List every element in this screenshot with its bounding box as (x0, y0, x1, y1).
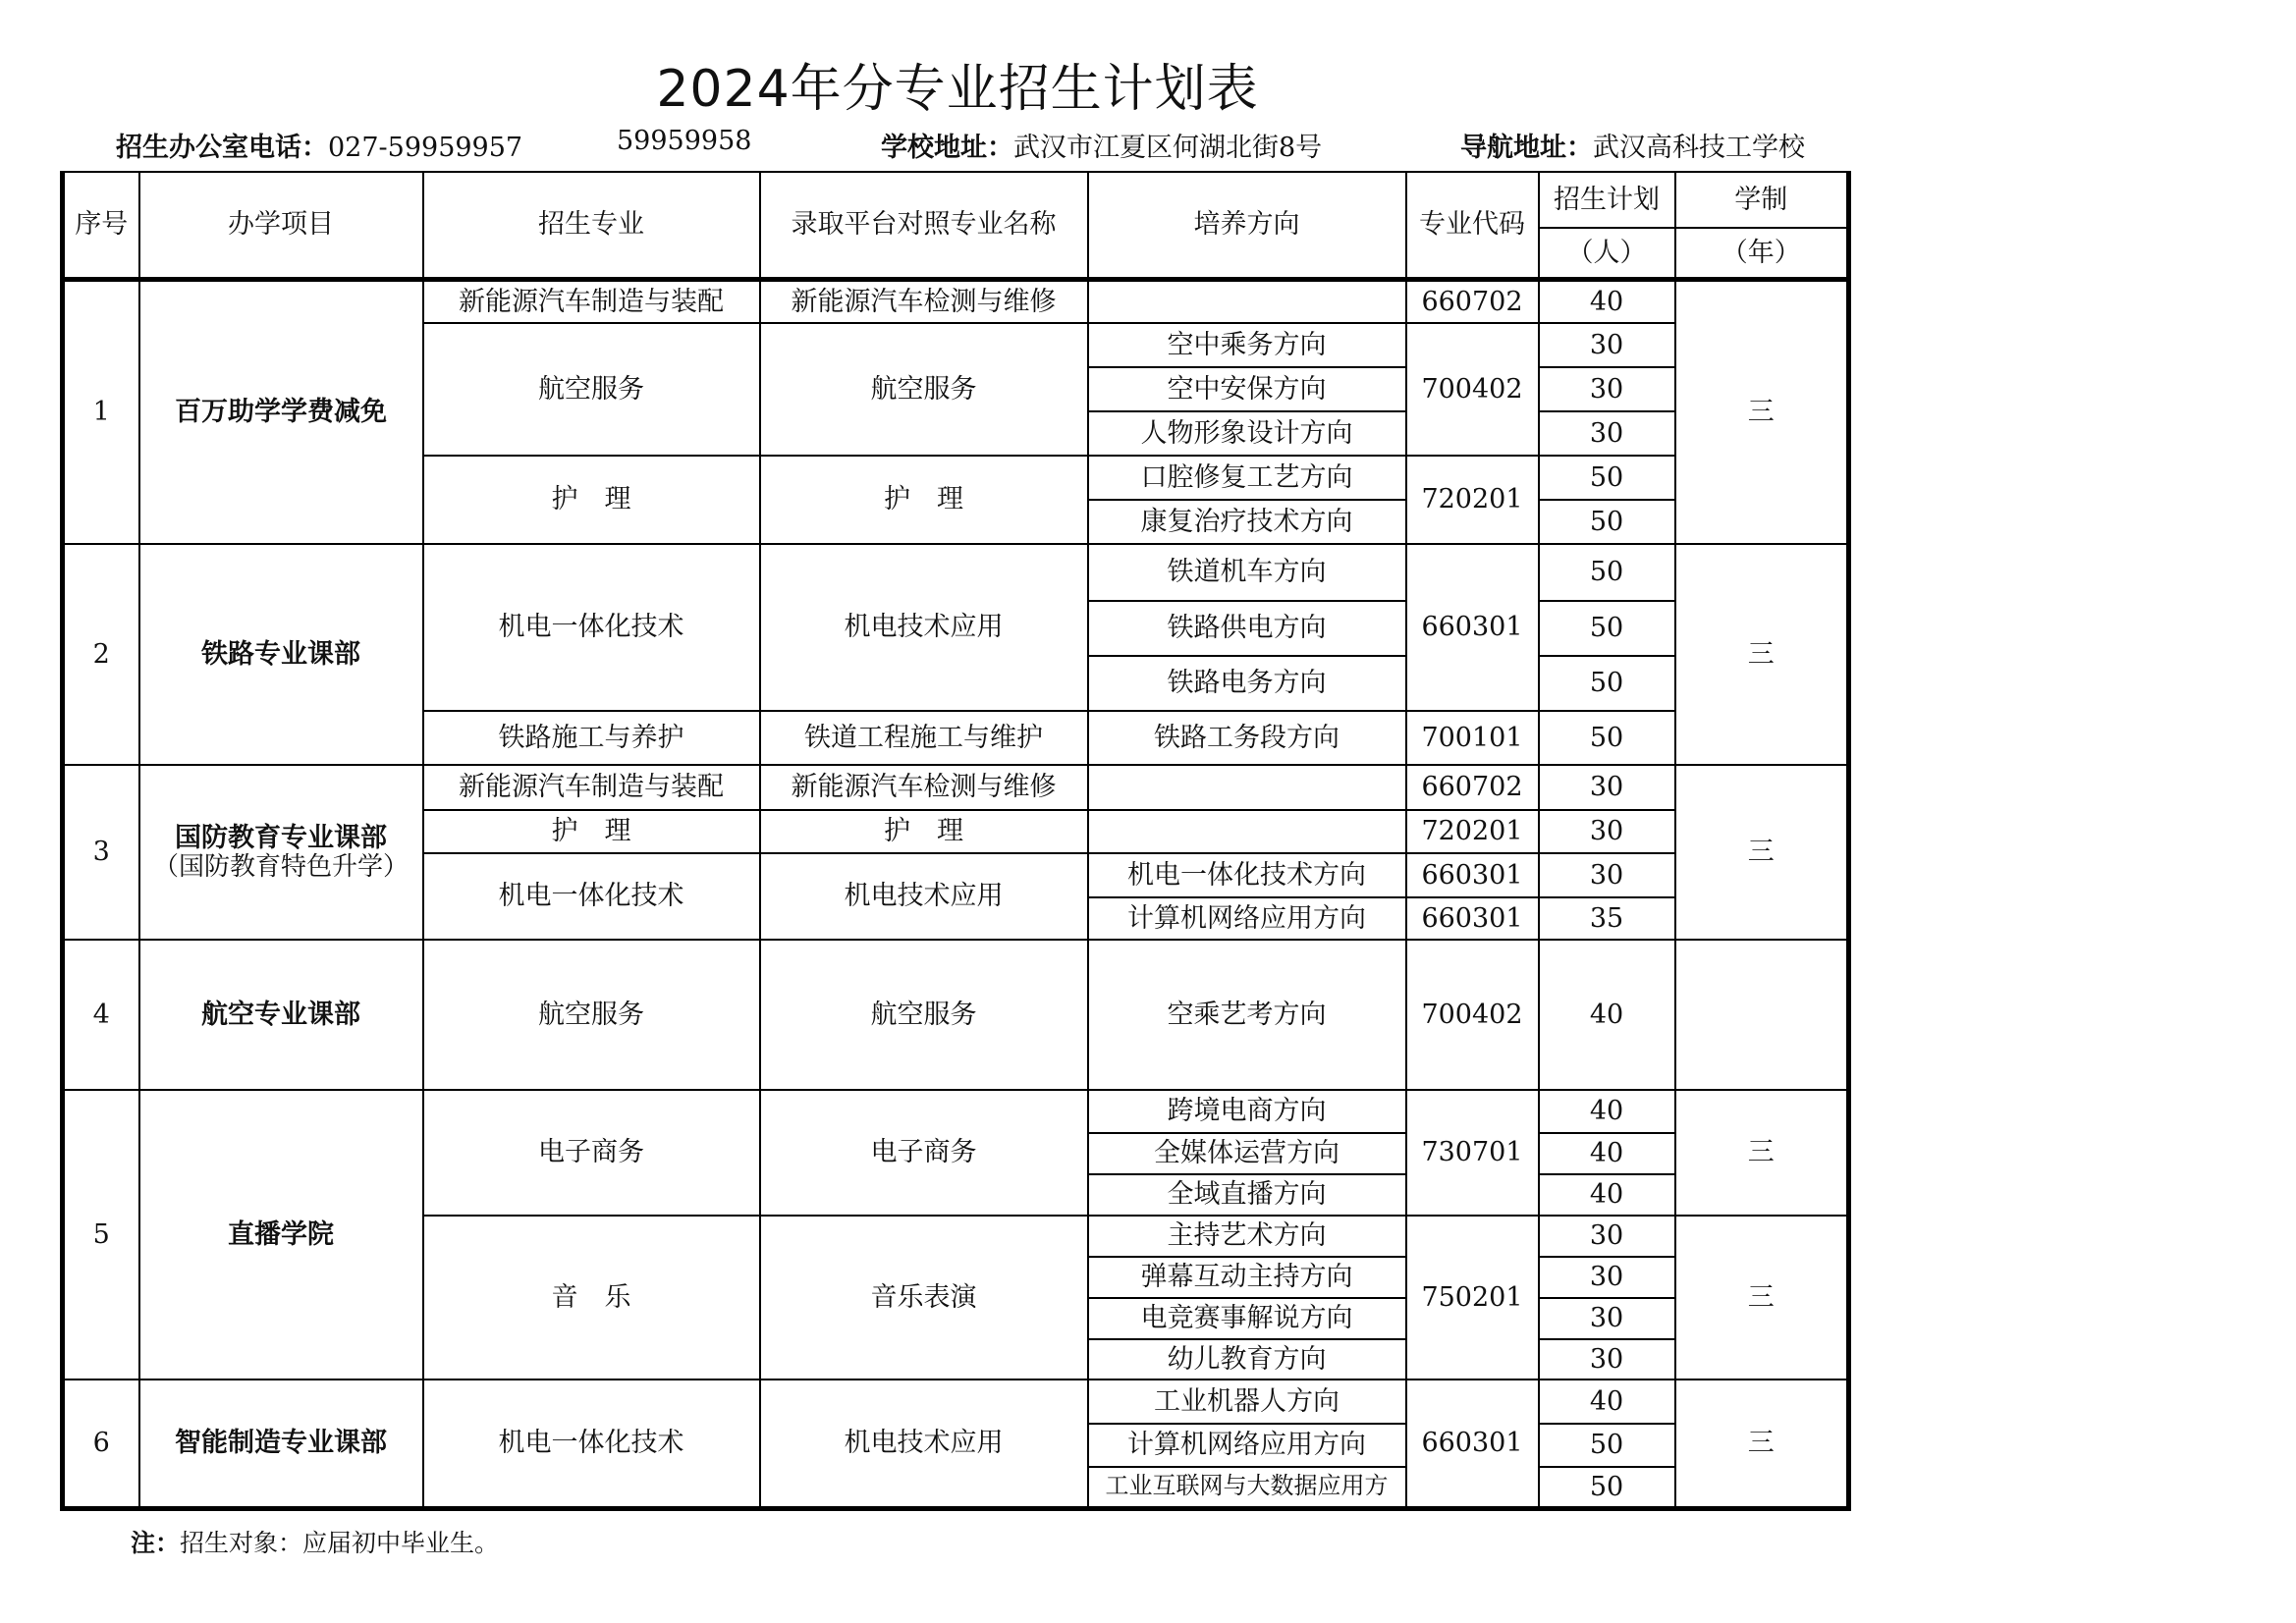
code-cell: 660702 (1406, 765, 1539, 810)
plan-cell: 50 (1539, 456, 1675, 500)
direction-cell: 跨境电商方向 (1088, 1090, 1406, 1133)
direction-cell: 口腔修复工艺方向 (1088, 456, 1406, 500)
major-cell: 航空服务 (423, 940, 760, 1090)
plan-cell: 40 (1539, 279, 1675, 323)
platform-cell: 护 理 (760, 456, 1088, 544)
plan-cell: 50 (1539, 601, 1675, 656)
plan-cell: 30 (1539, 810, 1675, 853)
header-code: 专业代码 (1406, 172, 1539, 279)
plan-cell: 50 (1539, 656, 1675, 711)
major-cell: 新能源汽车制造与装配 (423, 279, 760, 323)
code-cell: 720201 (1406, 810, 1539, 853)
footnote (131, 1524, 499, 1559)
direction-cell: 弹幕互动主持方向 (1088, 1257, 1406, 1298)
major-cell: 新能源汽车制造与装配 (423, 765, 760, 810)
header-project: 办学项目 (139, 172, 423, 279)
project-title: 国防教育专业课部 (175, 822, 387, 853)
platform-cell: 音乐表演 (760, 1216, 1088, 1380)
nav-label: 导航地址： (1460, 133, 1593, 163)
code-cell: 660301 (1406, 544, 1539, 711)
platform-cell: 机电技术应用 (760, 1380, 1088, 1508)
nav-text: 武汉高科技工学校 (1593, 133, 1805, 163)
years-cell: 三 (1675, 765, 1849, 940)
platform-cell: 新能源汽车检测与维修 (760, 765, 1088, 810)
years-cell (1675, 940, 1849, 1090)
seq-cell: 1 (63, 279, 139, 544)
platform-cell: 护 理 (760, 810, 1088, 853)
years-cell: 三 (1675, 1216, 1849, 1380)
plan-cell: 40 (1539, 1174, 1675, 1216)
plan-cell: 30 (1539, 411, 1675, 456)
plan-cell: 30 (1539, 1257, 1675, 1298)
plan-cell: 50 (1539, 1424, 1675, 1467)
plan-cell: 50 (1539, 500, 1675, 544)
platform-cell: 航空服务 (760, 940, 1088, 1090)
header-row-1 (63, 172, 1849, 228)
header-major: 招生专业 (423, 172, 760, 279)
phone-info (116, 126, 522, 164)
major-cell: 航空服务 (423, 323, 760, 456)
header-seq: 序号 (63, 172, 139, 279)
plan-cell: 30 (1539, 765, 1675, 810)
code-cell: 660301 (1406, 1380, 1539, 1508)
plan-cell: 50 (1539, 1467, 1675, 1508)
plan-cell: 30 (1539, 1339, 1675, 1380)
seq-cell: 3 (63, 765, 139, 940)
years-cell: 三 (1675, 1380, 1849, 1508)
direction-cell: 主持艺术方向 (1088, 1216, 1406, 1257)
code-cell: 660702 (1406, 279, 1539, 323)
header-years: 学制 (1675, 172, 1849, 228)
plan-cell: 30 (1539, 367, 1675, 411)
direction-cell: 铁路供电方向 (1088, 601, 1406, 656)
header-direction: 培养方向 (1088, 172, 1406, 279)
direction-cell: 全域直播方向 (1088, 1174, 1406, 1216)
project-cell (139, 765, 423, 940)
direction-cell: 工业机器人方向 (1088, 1380, 1406, 1424)
seq-cell: 5 (63, 1090, 139, 1380)
years-cell: 三 (1675, 279, 1849, 544)
major-cell: 铁路施工与养护 (423, 711, 760, 765)
direction-cell: 空乘艺考方向 (1088, 940, 1406, 1090)
direction-cell: 空中乘务方向 (1088, 323, 1406, 367)
enrollment-plan-table (60, 171, 1851, 1511)
phone-label: 招生办公室电话： (116, 133, 328, 163)
platform-cell: 机电技术应用 (760, 853, 1088, 940)
plan-cell: 40 (1539, 1380, 1675, 1424)
plan-cell: 35 (1539, 897, 1675, 940)
seq-cell: 2 (63, 544, 139, 765)
direction-cell: 计算机网络应用方向 (1088, 897, 1406, 940)
years-cell: 三 (1675, 544, 1849, 765)
seq-cell: 4 (63, 940, 139, 1090)
direction-cell: 机电一体化技术方向 (1088, 853, 1406, 897)
major-cell: 机电一体化技术 (423, 544, 760, 711)
header-platform: 录取平台对照专业名称 (760, 172, 1088, 279)
code-cell: 700402 (1406, 323, 1539, 456)
direction-cell (1088, 765, 1406, 810)
phone-number-2: 59959958 (617, 126, 752, 156)
plan-cell: 40 (1539, 1090, 1675, 1133)
platform-cell: 铁道工程施工与维护 (760, 711, 1088, 765)
direction-cell: 铁路电务方向 (1088, 656, 1406, 711)
direction-cell: 工业互联网与大数据应用方 (1088, 1467, 1406, 1508)
platform-cell: 机电技术应用 (760, 544, 1088, 711)
plan-cell: 50 (1539, 544, 1675, 601)
header-years-unit: （年） (1675, 228, 1849, 279)
header-plan-unit: （人） (1539, 228, 1675, 279)
direction-cell: 全媒体运营方向 (1088, 1133, 1406, 1174)
footnote-label: 注： (131, 1529, 181, 1557)
platform-cell: 航空服务 (760, 323, 1088, 456)
major-cell: 机电一体化技术 (423, 853, 760, 940)
plan-cell: 50 (1539, 711, 1675, 765)
plan-cell: 30 (1539, 853, 1675, 897)
platform-cell: 新能源汽车检测与维修 (760, 279, 1088, 323)
seq-cell: 6 (63, 1380, 139, 1508)
years-cell: 三 (1675, 1090, 1849, 1216)
major-cell: 音 乐 (423, 1216, 760, 1380)
major-cell: 电子商务 (423, 1090, 760, 1216)
plan-cell: 30 (1539, 1298, 1675, 1339)
nav-info (1460, 126, 1805, 164)
table-row (63, 1090, 1849, 1133)
plan-cell: 40 (1539, 1133, 1675, 1174)
direction-cell: 康复治疗技术方向 (1088, 500, 1406, 544)
code-cell: 750201 (1406, 1216, 1539, 1380)
direction-cell (1088, 279, 1406, 323)
address-label: 学校地址： (881, 133, 1013, 163)
code-cell: 660301 (1406, 853, 1539, 897)
project-cell: 铁路专业课部 (139, 544, 423, 765)
plan-cell: 40 (1539, 940, 1675, 1090)
table-row (63, 1380, 1849, 1424)
code-cell: 700402 (1406, 940, 1539, 1090)
direction-cell: 幼儿教育方向 (1088, 1339, 1406, 1380)
phone-number-1: 027-59959957 (328, 133, 523, 163)
platform-cell: 电子商务 (760, 1090, 1088, 1216)
code-cell: 660301 (1406, 897, 1539, 940)
major-cell: 护 理 (423, 810, 760, 853)
direction-cell: 空中安保方向 (1088, 367, 1406, 411)
code-cell: 730701 (1406, 1090, 1539, 1216)
plan-cell: 30 (1539, 1216, 1675, 1257)
table-row (63, 765, 1849, 810)
table-row (63, 279, 1849, 323)
direction-cell: 计算机网络应用方向 (1088, 1424, 1406, 1467)
plan-cell: 30 (1539, 323, 1675, 367)
project-cell: 智能制造专业课部 (139, 1380, 423, 1508)
project-subtitle: （国防教育特色升学） (152, 851, 409, 882)
code-cell: 700101 (1406, 711, 1539, 765)
direction-cell: 铁道机车方向 (1088, 544, 1406, 601)
address-text: 武汉市江夏区何湖北街8号 (1013, 133, 1323, 163)
direction-cell: 铁路工务段方向 (1088, 711, 1406, 765)
project-cell: 百万助学学费减免 (139, 279, 423, 544)
project-cell: 直播学院 (139, 1090, 423, 1380)
direction-cell (1088, 810, 1406, 853)
footnote-text: 招生对象：应届初中毕业生。 (180, 1529, 500, 1557)
major-cell: 机电一体化技术 (423, 1380, 760, 1508)
table-row (63, 940, 1849, 1090)
header-plan: 招生计划 (1539, 172, 1675, 228)
direction-cell: 电竞赛事解说方向 (1088, 1298, 1406, 1339)
direction-cell: 人物形象设计方向 (1088, 411, 1406, 456)
code-cell: 720201 (1406, 456, 1539, 544)
page-title: 2024年分专业招生计划表 (656, 60, 1259, 119)
table-row (63, 544, 1849, 601)
address-info (881, 126, 1322, 164)
project-cell: 航空专业课部 (139, 940, 423, 1090)
major-cell: 护 理 (423, 456, 760, 544)
